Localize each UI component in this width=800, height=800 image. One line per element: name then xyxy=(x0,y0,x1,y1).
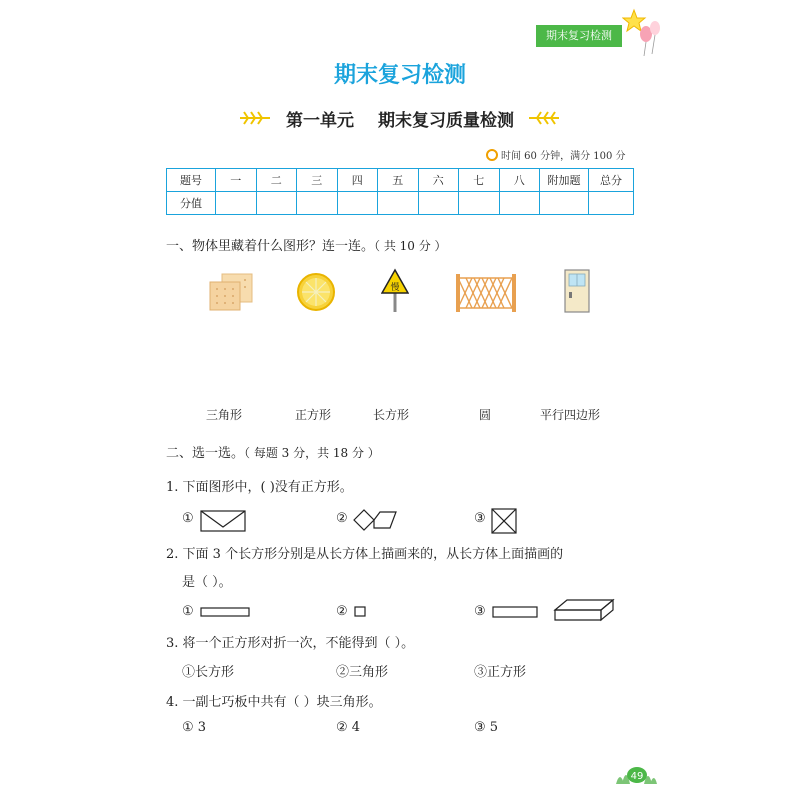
q2-item-3-option-1[interactable]: ①长方形 xyxy=(182,665,235,680)
table-cell: 二 xyxy=(256,169,297,192)
unit-label: 第一单元 xyxy=(286,111,354,131)
q2-item-2-option-1[interactable]: ① xyxy=(182,604,194,619)
score-table-header-row xyxy=(167,169,634,192)
shape-label-rectangle[interactable]: 长方形 xyxy=(373,408,410,422)
table-cell: 总分 xyxy=(589,169,634,192)
table-cell: 六 xyxy=(418,169,459,192)
table-cell: 一 xyxy=(216,169,257,192)
q1-points: （ 共 10 分 ） xyxy=(374,239,447,253)
slow-sign-icon[interactable] xyxy=(381,268,409,314)
q2-item-3-option-3[interactable]: ③正方形 xyxy=(474,665,527,680)
long-rectangle-shape-icon xyxy=(200,606,252,618)
q2-item-4-option-2[interactable]: ② 4 xyxy=(336,720,361,735)
crackers-icon[interactable] xyxy=(208,272,254,312)
q2-item-2-text-line1: 2. 下面 3 个长方形分别是从长方体上描画来的，从长方体上面描画的 xyxy=(166,547,564,562)
q2-item-4-text: 4. 一副七巧板中共有（ ）块三角形。 xyxy=(166,695,382,710)
unit-title xyxy=(0,106,800,131)
q1-heading-text: 一、物体里藏着什么图形？连一连。 xyxy=(166,239,375,254)
table-cell: 八 xyxy=(499,169,540,192)
clock-icon xyxy=(486,149,498,161)
page-title: 期末复习检测 xyxy=(333,63,466,88)
sign-text: 慢 xyxy=(390,283,400,293)
q2-item-3-option-2[interactable]: ②三角形 xyxy=(336,665,389,680)
cuboid-icon xyxy=(553,598,615,622)
q2-item-1-option-2[interactable]: ② xyxy=(336,511,348,526)
time-note xyxy=(486,147,626,162)
q2-heading xyxy=(166,442,380,461)
score-input-cell[interactable] xyxy=(256,192,297,215)
table-cell: 题号 xyxy=(167,169,216,192)
page-number: 49 xyxy=(630,771,644,782)
score-input-cell[interactable] xyxy=(418,192,459,215)
folding-fence-icon[interactable] xyxy=(454,272,518,314)
small-square-shape-icon xyxy=(354,605,368,619)
shape-label-triangle[interactable]: 三角形 xyxy=(206,408,243,422)
q2-points: （ 每题 3 分，共 18 分 ） xyxy=(244,446,380,460)
q2-item-2-option-3[interactable]: ③ xyxy=(474,604,486,619)
q1-heading xyxy=(166,235,447,254)
section-tag: 期末复习检测 xyxy=(536,25,622,47)
time-note-text: 时间 60 分钟，满分 100 分 xyxy=(501,151,626,162)
score-input-cell[interactable] xyxy=(499,192,540,215)
score-table xyxy=(166,168,634,215)
table-cell: 分值 xyxy=(167,192,216,215)
q2-item-2-text-line2: 是（ ）。 xyxy=(182,575,232,590)
table-cell: 附加题 xyxy=(540,169,589,192)
table-cell: 五 xyxy=(378,169,419,192)
door-icon[interactable] xyxy=(563,268,591,314)
rhombus-parallelogram-shape-icon xyxy=(352,508,398,532)
shape-label-circle[interactable]: 圆 xyxy=(479,408,492,422)
q2-item-1-option-1[interactable]: ① xyxy=(182,511,194,526)
score-input-cell[interactable] xyxy=(337,192,378,215)
q2-heading-text: 二、选一选。 xyxy=(166,446,245,461)
table-cell: 七 xyxy=(459,169,500,192)
unit-name: 期末复习质量检测 xyxy=(378,111,514,131)
score-table-value-row xyxy=(167,192,634,215)
score-input-cell[interactable] xyxy=(378,192,419,215)
score-input-cell[interactable] xyxy=(589,192,634,215)
table-cell: 三 xyxy=(297,169,338,192)
shape-label-square[interactable]: 正方形 xyxy=(295,408,332,422)
lemon-slice-icon[interactable] xyxy=(296,272,336,312)
score-input-cell[interactable] xyxy=(297,192,338,215)
q2-item-4-option-1[interactable]: ① 3 xyxy=(182,720,207,735)
q2-item-4-option-3[interactable]: ③ 5 xyxy=(474,720,499,735)
q2-item-2-option-2[interactable]: ② xyxy=(336,604,348,619)
crossed-square-shape-icon xyxy=(491,508,517,534)
wide-rectangle-shape-icon xyxy=(492,605,540,619)
score-input-cell[interactable] xyxy=(216,192,257,215)
score-input-cell[interactable] xyxy=(459,192,500,215)
q2-item-1-option-3[interactable]: ③ xyxy=(474,511,486,526)
q2-item-1-text: 1. 下面图形中，( )没有正方形。 xyxy=(166,480,353,495)
wheat-right-icon xyxy=(527,110,561,126)
q2-item-3-text: 3. 将一个正方形对折一次，不能得到（ ）。 xyxy=(166,636,415,651)
star-balloon-icon xyxy=(622,8,662,58)
page-number-badge xyxy=(614,760,658,786)
table-cell: 四 xyxy=(337,169,378,192)
envelope-shape-icon xyxy=(200,510,246,532)
shape-label-parallelogram[interactable]: 平行四边形 xyxy=(540,408,601,422)
score-input-cell[interactable] xyxy=(540,192,589,215)
